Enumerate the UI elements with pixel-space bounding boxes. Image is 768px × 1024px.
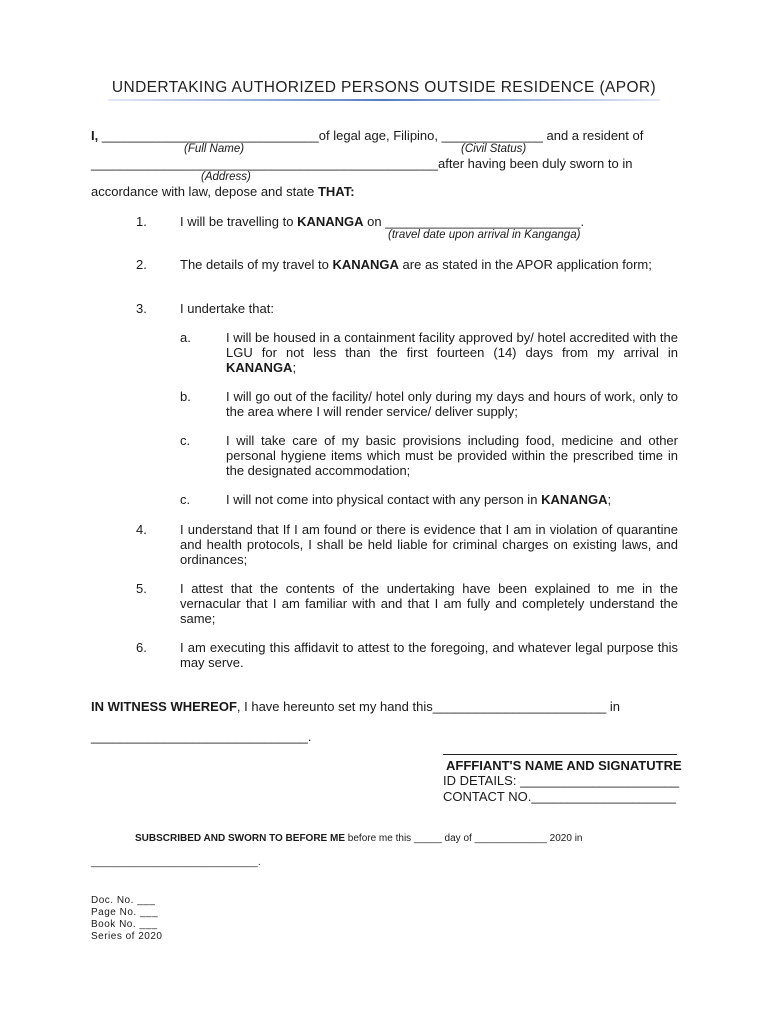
item-number: 1. — [136, 214, 147, 229]
contact-blank[interactable]: ____________________ — [531, 789, 676, 804]
subscribed-text-3: 2020 in — [549, 833, 583, 844]
subitem-a-pre: I will be housed in a containment facility approved by/ hotel accredited with the LGU for not less than the first fourteen (14) days from my arrival in — [226, 330, 678, 360]
item-6-text: I am executing this affidavit to attest to the foregoing, and whatever legal purpose this may serve. — [180, 640, 678, 670]
item-1-pre: I will be travelling to — [180, 214, 294, 229]
subitem-d-place: KANANGA — [541, 492, 608, 507]
travel-date-hint: (travel date upon arrival in Kanganga) — [388, 229, 581, 241]
subitem-d-text — [226, 492, 611, 507]
accordance-text: accordance with law, depose and state — [91, 184, 315, 199]
full-name-hint: (Full Name) — [184, 143, 245, 155]
contact-row — [443, 789, 676, 804]
item-1-place: KANANGA — [297, 214, 364, 229]
contact-label: CONTACT NO. — [443, 789, 532, 804]
item-number: 6. — [136, 640, 147, 655]
subitem-a-place: KANANGA — [226, 360, 293, 375]
item-number: 4. — [136, 522, 147, 537]
item-4-text: I understand that If I am found or there is evidence that I am in violation of quarantine and health protocols, I shall be held liable for criminal charges on existing laws, and ordinances; — [180, 522, 678, 567]
subitem-a-text — [226, 330, 678, 375]
civil-status-hint: (Civil Status) — [461, 143, 527, 155]
address-blank[interactable]: ________________________________________________ — [91, 156, 439, 171]
legal-age-text: of legal age, Filipino, — [318, 128, 439, 143]
item-3-text: I undertake that: — [180, 301, 274, 316]
item-2-place: KANANGA — [332, 257, 399, 272]
witness-line — [91, 699, 620, 714]
subitem-a-post: ; — [292, 360, 297, 375]
subitem-letter: b. — [180, 389, 191, 404]
series-label: Series of 2020 — [91, 931, 163, 942]
subitem-d-post: ; — [607, 492, 612, 507]
id-details-row — [443, 773, 679, 788]
document-title: UNDERTAKING AUTHORIZED PERSONS OUTSIDE RESIDENCE (APOR) — [111, 79, 657, 96]
item-2-text — [180, 257, 678, 272]
item-5-text: I attest that the contents of the undertaking have been explained to me in the vernacular that I am familiar with and that I am fully and completely understand the same; — [180, 581, 678, 626]
witness-in-text: in — [609, 699, 621, 714]
page-no-label: Page No. — [91, 907, 137, 918]
address-hint: (Address) — [201, 171, 251, 183]
item-2-pre: The details of my travel to — [180, 257, 329, 272]
doc-no-blank[interactable]: ___ — [137, 895, 156, 906]
book-no-label: Book No. — [91, 919, 137, 930]
intro-line-2 — [91, 156, 632, 171]
subscribed-place-blank[interactable]: ______________________________. — [91, 857, 261, 868]
item-2-post: are as stated in the APOR application form; — [402, 257, 652, 272]
item-number: 2. — [136, 257, 147, 272]
item-1-post: on — [367, 214, 382, 229]
witness-label: IN WITNESS WHEREOF — [91, 699, 237, 714]
subscribed-month-blank[interactable]: _____________ — [474, 833, 547, 844]
page-no-blank[interactable]: ___ — [139, 907, 159, 918]
resident-text: and a resident of — [546, 128, 644, 143]
witness-place-blank[interactable]: ______________________________. — [91, 729, 312, 744]
travel-date-blank[interactable]: ___________________________. — [385, 214, 585, 229]
subscribed-line — [135, 831, 582, 846]
book-no-blank[interactable]: ___ — [139, 919, 158, 930]
subitem-d-pre: I will not come into physical contact with any person in — [226, 492, 538, 507]
item-number: 5. — [136, 581, 147, 596]
doc-no-label: Doc. No. — [91, 895, 134, 906]
full-name-blank[interactable]: ______________________________ — [101, 128, 319, 143]
item-1-text — [180, 214, 584, 229]
id-details-label: ID DETAILS: — [443, 773, 517, 788]
subscribed-label: SUBSCRIBED AND SWORN TO BEFORE ME — [135, 833, 346, 844]
sworn-text: after having been duly sworn to in — [438, 156, 633, 171]
civil-status-blank[interactable]: ______________ — [441, 128, 543, 143]
subscribed-text-1: before me this — [347, 833, 412, 844]
item-number: 3. — [136, 301, 147, 316]
signature-line[interactable] — [443, 754, 677, 755]
subitem-b-text: I will go out of the facility/ hotel only during my days and hours of work, only to the area where I will render service/ deliver supply; — [226, 389, 678, 419]
witness-date-blank[interactable]: ________________________ — [432, 699, 607, 714]
title-underline — [108, 99, 660, 101]
intro-line-1 — [91, 128, 643, 143]
document-title-block — [108, 80, 660, 101]
intro-i-label: I, — [91, 128, 99, 143]
affiant-name-label: AFFFIANT'S NAME AND SIGNATUTRE — [446, 758, 682, 773]
subscribed-day-blank[interactable]: _____ — [413, 833, 442, 844]
subitem-c-text: I will take care of my basic provisions including food, medicine and other personal hygiene items which must be provided within the prescribed time in the designated accommodation; — [226, 433, 678, 478]
subitem-letter: c. — [180, 433, 191, 448]
subitem-letter: c. — [180, 492, 191, 507]
witness-text: , I have hereunto set my hand this — [236, 699, 433, 714]
subitem-letter: a. — [180, 330, 191, 345]
subscribed-text-2: day of — [444, 833, 472, 844]
that-label: THAT: — [317, 184, 355, 199]
id-details-blank[interactable]: ______________________ — [520, 773, 680, 788]
intro-line-3 — [91, 184, 355, 199]
